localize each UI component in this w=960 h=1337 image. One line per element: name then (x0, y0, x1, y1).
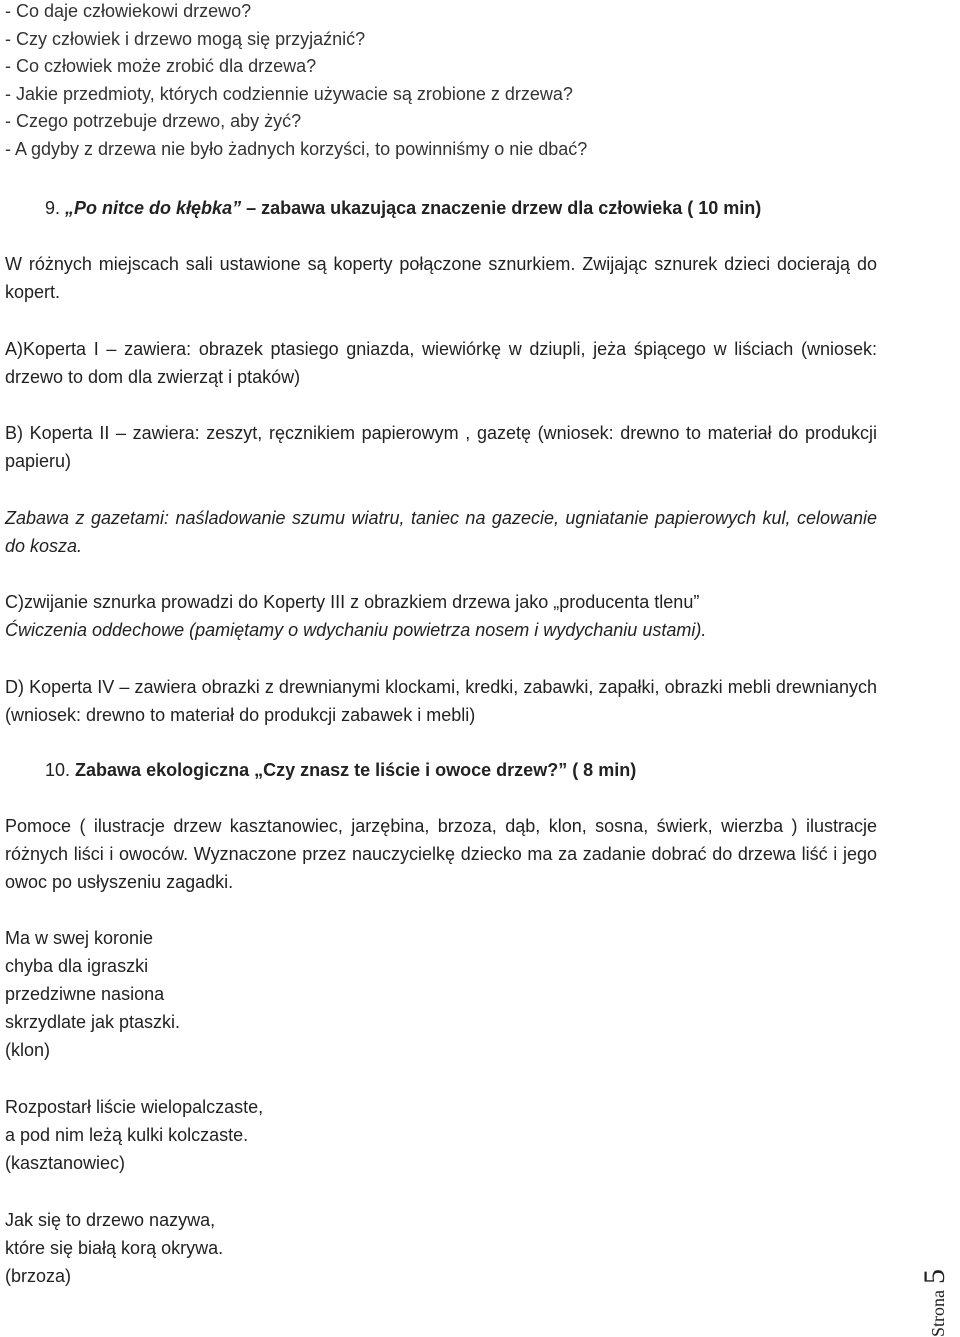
paragraph-koperta-2: B) Koperta II – zawiera: zeszyt, ręcznikiem papierowym , gazetę (wniosek: drewno to materiał do produkcji papieru) (5, 423, 877, 471)
paragraph-koperta-3 (5, 588, 877, 644)
riddle-answer: (kasztanowiec) (5, 1153, 126, 1173)
riddle-kasztanowiec (5, 1093, 877, 1177)
riddle-line: Ma w swej koronie (5, 928, 154, 948)
riddle-line: Jak się to drzewo nazywa, (5, 1210, 216, 1230)
list-item: - Jakie przedmioty, których codziennie używacie są zrobione z drzewa? (5, 83, 573, 104)
riddle-line: które się białą korą okrywa. (5, 1238, 224, 1258)
paragraph-pomoce: Pomoce ( ilustracje drzew kasztanowiec, jarzębina, brzoza, dąb, klon, sosna, świerk, wierzba ) ilustracje różnych liści i owoców. Wyznaczone przez nauczycielkę dziecko ma za zadanie dobrać do drzewa liść i jego owoc po usłyszeniu zagadki. (5, 816, 877, 892)
riddle-answer: (brzoza) (5, 1266, 72, 1286)
section-subtitle: – zabawa ukazująca znaczenie drzew dla człowieka ( 10 min) (241, 198, 762, 218)
riddle-brzoza (5, 1206, 877, 1290)
koperta-3-line: C)zwijanie sznurka prowadzi do Koperty III z obrazkiem drzewa jako „producenta tlenu” (5, 592, 700, 612)
paragraph-intro: W różnych miejscach sali ustawione są koperty połączone sznurkiem. Zwijając sznurek dzieci docierają do kopert. (5, 254, 877, 302)
section-title: Zabawa ekologiczna „Czy znasz te liście i owoce drzew?” ( 8 min) (75, 760, 637, 780)
paragraph-koperta-4: D) Koperta IV – zawiera obrazki z drewnianymi klockami, kredki, zabawki, zapałki, obrazki mebli drewnianych (wniosek: drewno to materiał do produkcji zabawek i mebli) (5, 677, 877, 725)
paragraph-zabawa: Zabawa z gazetami: naśladowanie szumu wiatru, taniec na gazecie, ugniatanie papierowych kul, celowanie do kosza. (5, 508, 877, 556)
question-list (5, 0, 877, 164)
section-9-heading (45, 194, 877, 222)
section-10-heading (45, 756, 877, 784)
riddle-answer: (klon) (5, 1040, 51, 1060)
riddle-line: przedziwne nasiona (5, 984, 165, 1004)
riddle-line: a pod nim leżą kulki kolczaste. (5, 1125, 249, 1145)
section-number: 10. (45, 760, 71, 780)
paragraph-koperta-1: A)Koperta I – zawiera: obrazek ptasiego gniazda, wiewiórkę w dziupli, jeża śpiącego w liściach (wniosek: drzewo to dom dla zwierząt i ptaków) (5, 339, 877, 387)
section-number: 9. (45, 198, 61, 218)
riddle-klon (5, 924, 877, 1064)
section-title: „Po nitce do kłębka” (65, 198, 242, 218)
page-footer (918, 1227, 958, 1337)
riddle-line: chyba dla igraszki (5, 956, 149, 976)
riddle-line: Rozpostarł liście wielopalczaste, (5, 1097, 264, 1117)
riddle-line: skrzydlate jak ptaszki. (5, 1012, 181, 1032)
list-item: - Czy człowiek i drzewo mogą się przyjaźnić? (5, 28, 366, 49)
list-item: - Co daje człowiekowi drzewo? (5, 1, 252, 21)
breathing-exercise: Ćwiczenia oddechowe (pamiętamy o wdychaniu powietrza nosem i wydychaniu ustami). (5, 620, 707, 640)
page-number-label (918, 1269, 952, 1337)
list-item: - A gdyby z drzewa nie było żadnych korzyści, to powinniśmy o nie dbać? (5, 138, 588, 159)
page-number: 5 (918, 1269, 951, 1284)
page-label: Strona (928, 1290, 948, 1337)
list-item: - Co człowiek może zrobić dla drzewa? (5, 56, 317, 77)
list-item: - Czego potrzebuje drzewo, aby żyć? (5, 111, 302, 132)
